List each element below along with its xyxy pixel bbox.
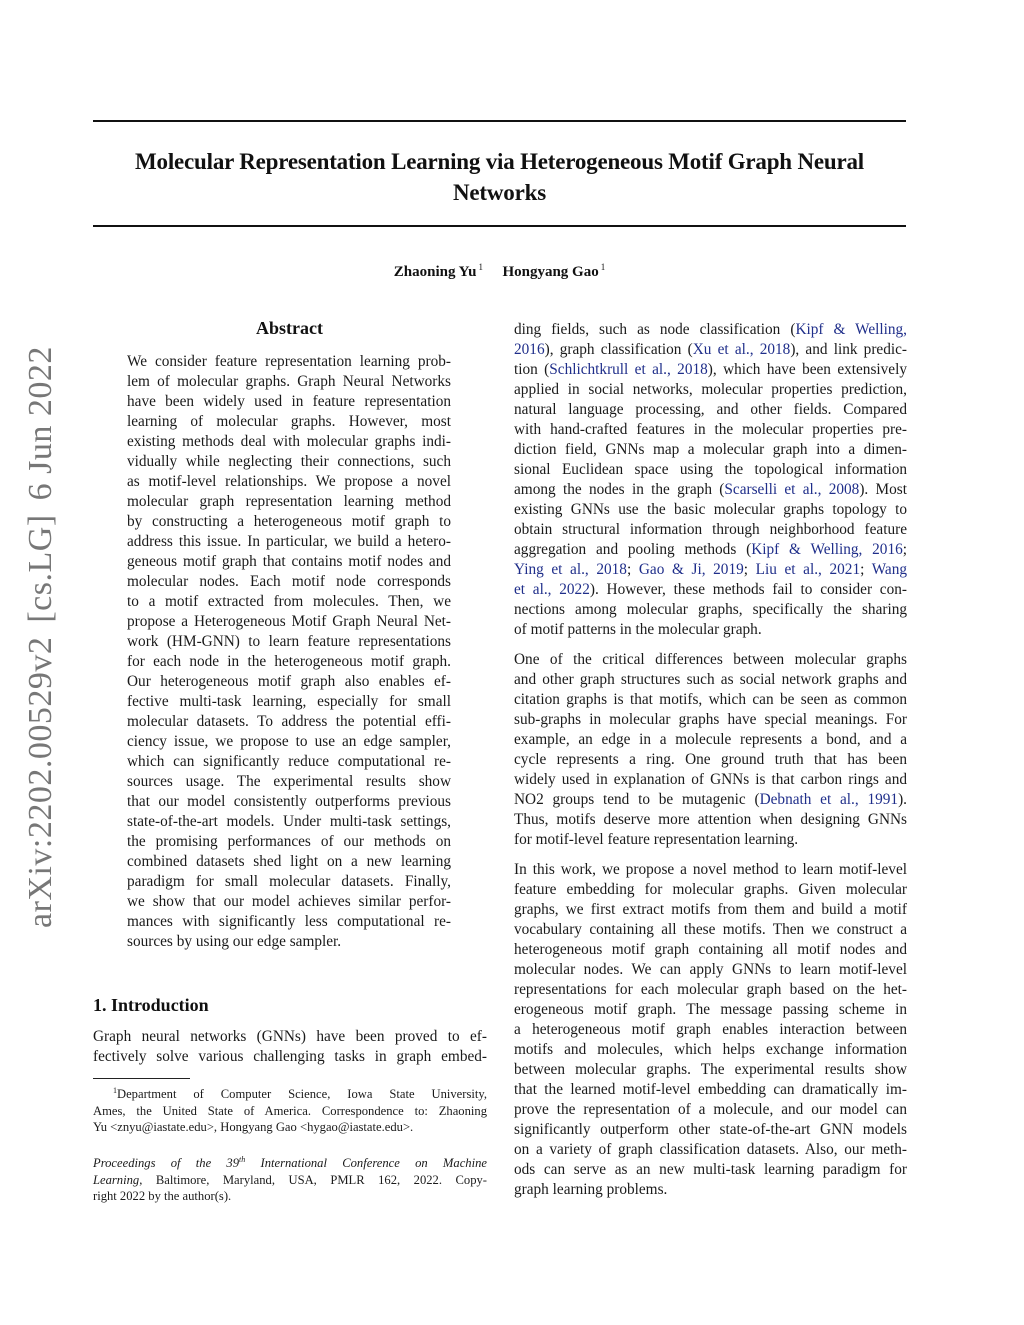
text-line: paradigm for small molecular datasets. Finally, [127,873,451,890]
text-line [514,1000,907,1020]
text-line: as motif-level relationships. We propose a novel [127,473,451,490]
text-line: vidually while neglecting their connections, such [127,453,451,470]
text-run: NO2 groups tend to be mutagenic ( [514,791,760,808]
text-line [514,650,907,670]
text-line [514,900,907,920]
abstract-body [127,352,451,952]
text-line: fectively solve various challenging tasks in graph embed- [93,1048,487,1065]
text-run: significantly outperform other state-of-the-art GNN models [514,1121,907,1138]
text-line [514,600,907,620]
footnote-mark: 1 [113,1086,117,1095]
text-run: example, an edge in a molecule represents a bond, and a [514,731,907,748]
text-run: of motif patterns in the molecular graph. [514,621,762,638]
text-run: with hand-crafted features in the molecular properties pre- [514,421,907,438]
text-line: by constructing a heterogeneous motif graph to [127,513,451,530]
text-run: representations for each molecular graph based on the het- [514,981,907,998]
text-run: obtain structural information through neighborhood feature [514,521,907,538]
text-run: applied in social networks, molecular properties prediction, [514,381,907,398]
introduction-right-text [514,320,907,1200]
text-run: ). [898,791,907,808]
text-run: ), and link predic- [790,341,907,358]
paragraph-gap [514,850,907,860]
text-run: graphs, we first extract motifs from them and build a motif [514,901,907,918]
text-line: molecular nodes. Each motif node corresponds [127,573,451,590]
section-heading-introduction: 1. Introduction [93,995,209,1015]
text-line: work (HM-GNN) to learn feature representations [127,633,451,650]
text-line: learning of molecular graphs. However, most [127,413,451,430]
text-run: among the nodes in the graph ( [514,481,725,498]
text-line [514,1140,907,1160]
paragraph-gap [514,640,907,650]
text-run: for motif-level feature representation learning. [514,831,799,848]
text-line [514,1180,907,1200]
text-run: ding fields, such as node classification ( [514,321,796,338]
text-line [514,620,907,640]
text-line: have been widely used in feature representation [127,393,451,410]
citation-link[interactable]: 2016 [514,341,545,358]
text-run: cycle represents a ring. One ground truth that has been [514,751,907,768]
text-line [514,420,907,440]
citation-link[interactable]: Schlichtkrull et al., 2018 [549,361,708,378]
citation-link[interactable]: Liu et al., 2021 [755,561,861,578]
paper-title [93,146,906,208]
text-run: motifs and molecules, which helps exchange information [514,1041,907,1058]
text-run: ), which have been extensively [707,361,907,378]
text-line [514,980,907,1000]
text-run: molecular nodes. We can apply GNNs to learn motif-level [514,961,907,978]
text-run: ; [860,561,872,578]
text-line: sources by using our edge sampler. [127,933,342,950]
text-line: to a motif extracted from molecules. Then, we [127,593,451,610]
text-run: ; [902,541,908,558]
text-line [514,1060,907,1080]
affiliation-mark: 1 [478,262,483,272]
text-line [514,520,907,540]
text-line [514,400,907,420]
text-run: diction field, GNNs map a molecular graph into a dimen- [514,441,907,458]
text-line [514,1020,907,1040]
text-line [514,860,907,880]
author-list [93,262,906,281]
text-line: the promising performances of our methods on [127,833,451,850]
text-line: which can significantly reduce computational re- [127,753,451,770]
text-line [514,690,907,710]
text-line: fective multi-task learning, especially for small [127,693,451,710]
title-rule-top [93,120,906,122]
arxiv-stamp [22,346,60,928]
text-line [514,1080,907,1100]
text-run: vocabulary containing all these motifs. Then we construct a [514,921,907,938]
text-line [514,580,907,600]
affiliation-footnote [93,1083,487,1136]
arxiv-id: arXiv:2202.00529v2 [22,636,59,928]
citation-link[interactable]: et al., 2022 [514,581,590,598]
footnote-rule [93,1078,190,1079]
text-run: heterogeneous motif graph containing all motif nodes and [514,941,907,958]
text-run: ; [743,561,756,578]
text-line: ciency issue, we propose to use an edge sampler, [127,733,451,750]
text-line: for each node in the heterogeneous motif graph. [127,653,451,670]
text-line [514,940,907,960]
text-run: citation graphs is that motifs, which can be seen as common [514,691,907,708]
text-run: sub-graphs in molecular graphs have special meanings. For [514,711,907,728]
text-line: lem of molecular graphs. Graph Neural Networks [127,373,451,390]
text-run: ). However, these methods fail to consider con- [589,581,907,598]
arxiv-category: [cs.LG] [22,514,59,623]
proceedings-note [93,1152,487,1205]
title-rule-bottom [93,225,906,227]
text-line [514,320,907,340]
text-run: nections among molecular graphs, specifically the sharing [514,601,907,618]
text-line: Graph neural networks (GNNs) have been proved to ef- [93,1028,487,1045]
author-name: Hongyang Gao [502,264,599,280]
text-line [514,360,907,380]
text-run: between molecular graphs. The experimental results show [514,1061,907,1078]
text-line [514,540,907,560]
text-run: ods can serve as an new multi-task learning paradigm for [514,1161,907,1178]
footnote-line: Yu <znyu@iastate.edu>, Hongyang Gao <hygao@iastate.edu>. [93,1120,414,1134]
citation-link[interactable]: Scarselli et al., 2008 [724,481,860,498]
text-line: We consider feature representation learning prob- [127,353,451,370]
author-name: Zhaoning Yu [393,264,477,280]
introduction-left-text [93,1027,487,1067]
text-line [514,500,907,520]
text-line [514,560,907,580]
text-run: sional Euclidean space using the topological information [514,461,907,478]
affiliation-mark: 1 [600,262,606,272]
footnote-line: Ames, the United State of America. Correspondence to: Zhaoning [93,1103,487,1118]
text-line [514,730,907,750]
text-line [514,750,907,770]
text-run: and other graph structures such as social network graphs and [514,671,907,688]
text-run: a heterogeneous motif graph enables interaction between [514,1021,907,1038]
proceedings-line: right 2022 by the author(s). [93,1189,232,1203]
text-line [514,880,907,900]
text-line [514,810,907,830]
citation-link[interactable]: Wang [871,561,908,578]
text-line [514,440,907,460]
text-line: that our model consistently outperforms previous [127,793,451,810]
citation-link[interactable]: Debnath et al., 1991 [759,791,899,808]
text-run: aggregation and pooling methods ( [514,541,752,558]
text-line [514,1040,907,1060]
proceedings-line: Proceedings of the 39th International Conference on Machine [93,1155,487,1170]
text-run: widely used in explanation of GNNs is that carbon rings and [514,771,907,788]
text-line: molecular datasets. To address the potential effi- [127,713,451,730]
text-line: molecular graph representation learning method [127,493,451,510]
text-line [514,1120,907,1140]
text-line: geneous motif graph that contains motif nodes and [127,553,451,570]
text-run: In this work, we propose a novel method to learn motif-level [514,861,907,878]
citation-link[interactable]: Xu et al., 2018 [692,341,791,358]
text-line [514,770,907,790]
citation-link[interactable]: Gao & Ji, 2019 [638,561,744,578]
text-line [514,1160,907,1180]
text-line [514,790,907,810]
text-line [514,710,907,730]
title-line-1: Molecular Representation Learning via Heterogeneous Motif Graph Neural [135,149,864,174]
text-line [514,380,907,400]
text-run: on a variety of graph classification datasets. Also, our meth- [514,1141,907,1158]
text-line: sources usage. The experimental results show [127,773,451,790]
text-run: prove the representation of a molecule, and our model can [514,1101,907,1118]
citation-link[interactable]: Ying et al., 2018 [514,561,627,578]
text-line [514,480,907,500]
text-line: state-of-the-art models. Under multi-task settings, [127,813,451,830]
text-line: combined datasets shed light on a new learning [127,853,451,870]
text-line [514,830,907,850]
abstract-heading: Abstract [256,318,323,338]
text-run: ; [626,561,639,578]
footnote-line: $^1$Department of Computer Science, Iowa State University, [113,1086,487,1101]
text-run: graph learning problems. [514,1181,668,1198]
text-line [514,460,907,480]
text-run: ). Most [859,481,908,498]
text-run: tion ( [514,361,550,378]
text-line: Our heterogeneous motif graph also enables ef- [127,673,451,690]
text-run: Thus, motifs deserve more attention when designing GNNs [514,811,907,828]
text-line: we show that our model achieves similar perfor- [127,893,451,910]
text-line: propose a Heterogeneous Motif Graph Neural Net- [127,613,451,630]
arxiv-date: 6 Jun 2022 [22,346,59,501]
text-run: ), graph classification ( [544,341,693,358]
text-line [514,1100,907,1120]
text-run: erogeneous motif graph. The message passing scheme in [514,1001,907,1018]
text-run: One of the critical differences between molecular graphs [514,651,907,668]
text-run: feature embedding for molecular graphs. Given molecular [514,881,907,898]
text-line [514,340,907,360]
text-line: mances with significantly less computational re- [127,913,451,930]
text-line [514,670,907,690]
citation-link[interactable]: Kipf & Welling, [795,321,908,338]
text-line [514,960,907,980]
text-line [514,920,907,940]
text-line: existing methods deal with molecular graphs indi- [127,433,451,450]
title-line-2: Networks [453,180,546,205]
text-run: natural language processing, and other fields. Compared [514,401,907,418]
citation-link[interactable]: Kipf & Welling, 2016 [751,541,903,558]
text-run: that the learned motif-level embedding can dramatically im- [514,1081,907,1098]
text-run: existing GNNs use the basic molecular graphs topology to [514,501,907,518]
proceedings-line: Learning, Baltimore, Maryland, USA, PMLR 162, 2022. Copy- [93,1172,487,1187]
text-line: address this issue. In particular, we build a hetero- [127,533,451,550]
